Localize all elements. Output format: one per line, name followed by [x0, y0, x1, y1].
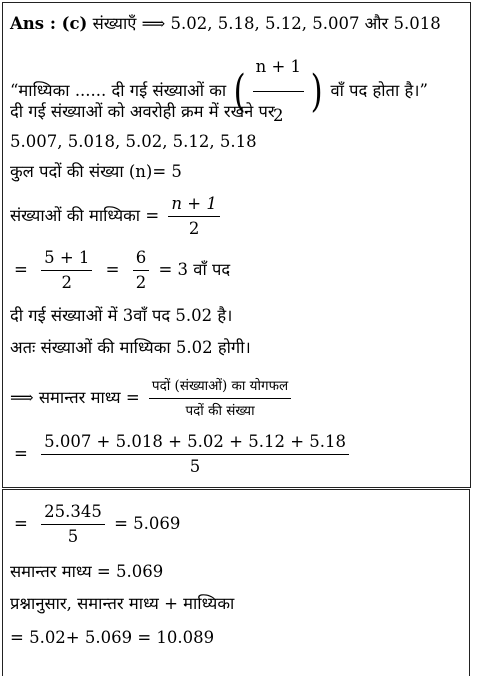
mean-formula	[10, 376, 295, 421]
answer-values: 5.02, 5.18, 5.12, 5.007 और 5.018	[170, 14, 441, 33]
mean-sum-denominator: 5	[189, 457, 201, 476]
median-calc-denominator-1: 2	[61, 273, 72, 292]
mean-calc-numerator: 25.345	[41, 502, 105, 525]
fraction-parenthesis: ( $\frac{n + 1}{2}$ )	[231, 45, 325, 138]
line-count: कुल पदों की संख्या (n)= 5	[10, 162, 182, 181]
median-formula-label: संख्याओं की माध्यिका =	[10, 206, 160, 225]
median-formula	[10, 194, 224, 239]
quote-denominator: 2	[273, 106, 284, 125]
median-calc-result: = 3 वाँ पद	[158, 260, 231, 279]
line-final: = 5.02+ 5.069 = 10.089	[10, 628, 215, 647]
median-definition	[10, 45, 428, 138]
median-calculation: = $\frac{5 + 1}{2}$ = $\frac{6}{2}$ = 3 वाँ पद	[14, 248, 231, 292]
median-calc-numerator-1: 5 + 1	[41, 248, 92, 271]
mean-sum: = $\frac{5.007 + 5.018 + 5.02 + 5.12 + 5.18}{5}$	[10, 432, 353, 477]
quote-numerator: n + 1	[253, 45, 304, 92]
mean-calc-result: = 5.069	[114, 514, 181, 533]
median-calc-denominator-2: 2	[135, 273, 147, 292]
line-arrange: दी गई संख्याओं को अवरोही क्रम में रखने पर	[10, 102, 275, 121]
quote-start: “माध्यिका ...... दी गई संख्याओं का	[10, 81, 227, 100]
answer-label: Ans : (c)	[10, 14, 88, 33]
answer-word: संख्याएँ	[92, 14, 137, 33]
answer-header	[10, 14, 441, 34]
line-third-term: दी गई संख्याओं में 3वाँ पद 5.02 है।	[10, 306, 233, 325]
mean-sum-numerator: 5.007 + 5.018 + 5.02 + 5.12 + 5.18	[41, 432, 349, 455]
median-formula-numerator: n + 1	[168, 194, 219, 217]
line-question: प्रश्नानुसार, समान्तर माध्य + माध्यिका	[10, 594, 235, 613]
line-sorted: 5.007, 5.018, 5.02, 5.12, 5.18	[10, 132, 257, 151]
quote-end: वाँ पद होता है।”	[330, 81, 428, 100]
mean-formula-label: ⟹ समान्तर माध्य =	[10, 388, 140, 407]
mean-formula-numerator: पदों (संख्याओं) का योगफल	[149, 376, 291, 399]
median-calc-numerator-2: 6	[133, 248, 150, 271]
mean-formula-denominator: पदों की संख्या	[185, 403, 255, 419]
mean-calc-denominator: 5	[67, 527, 79, 546]
mean-calculation: = $\frac{25.345}{5}$ = 5.069	[14, 502, 181, 546]
median-formula-denominator: 2	[188, 219, 200, 238]
implies-arrow: ⟹	[141, 14, 166, 33]
line-mean-value: समान्तर माध्य = 5.069	[10, 562, 164, 581]
line-median-result: अतः संख्याओं की माध्यिका 5.02 होगी।	[10, 338, 251, 357]
